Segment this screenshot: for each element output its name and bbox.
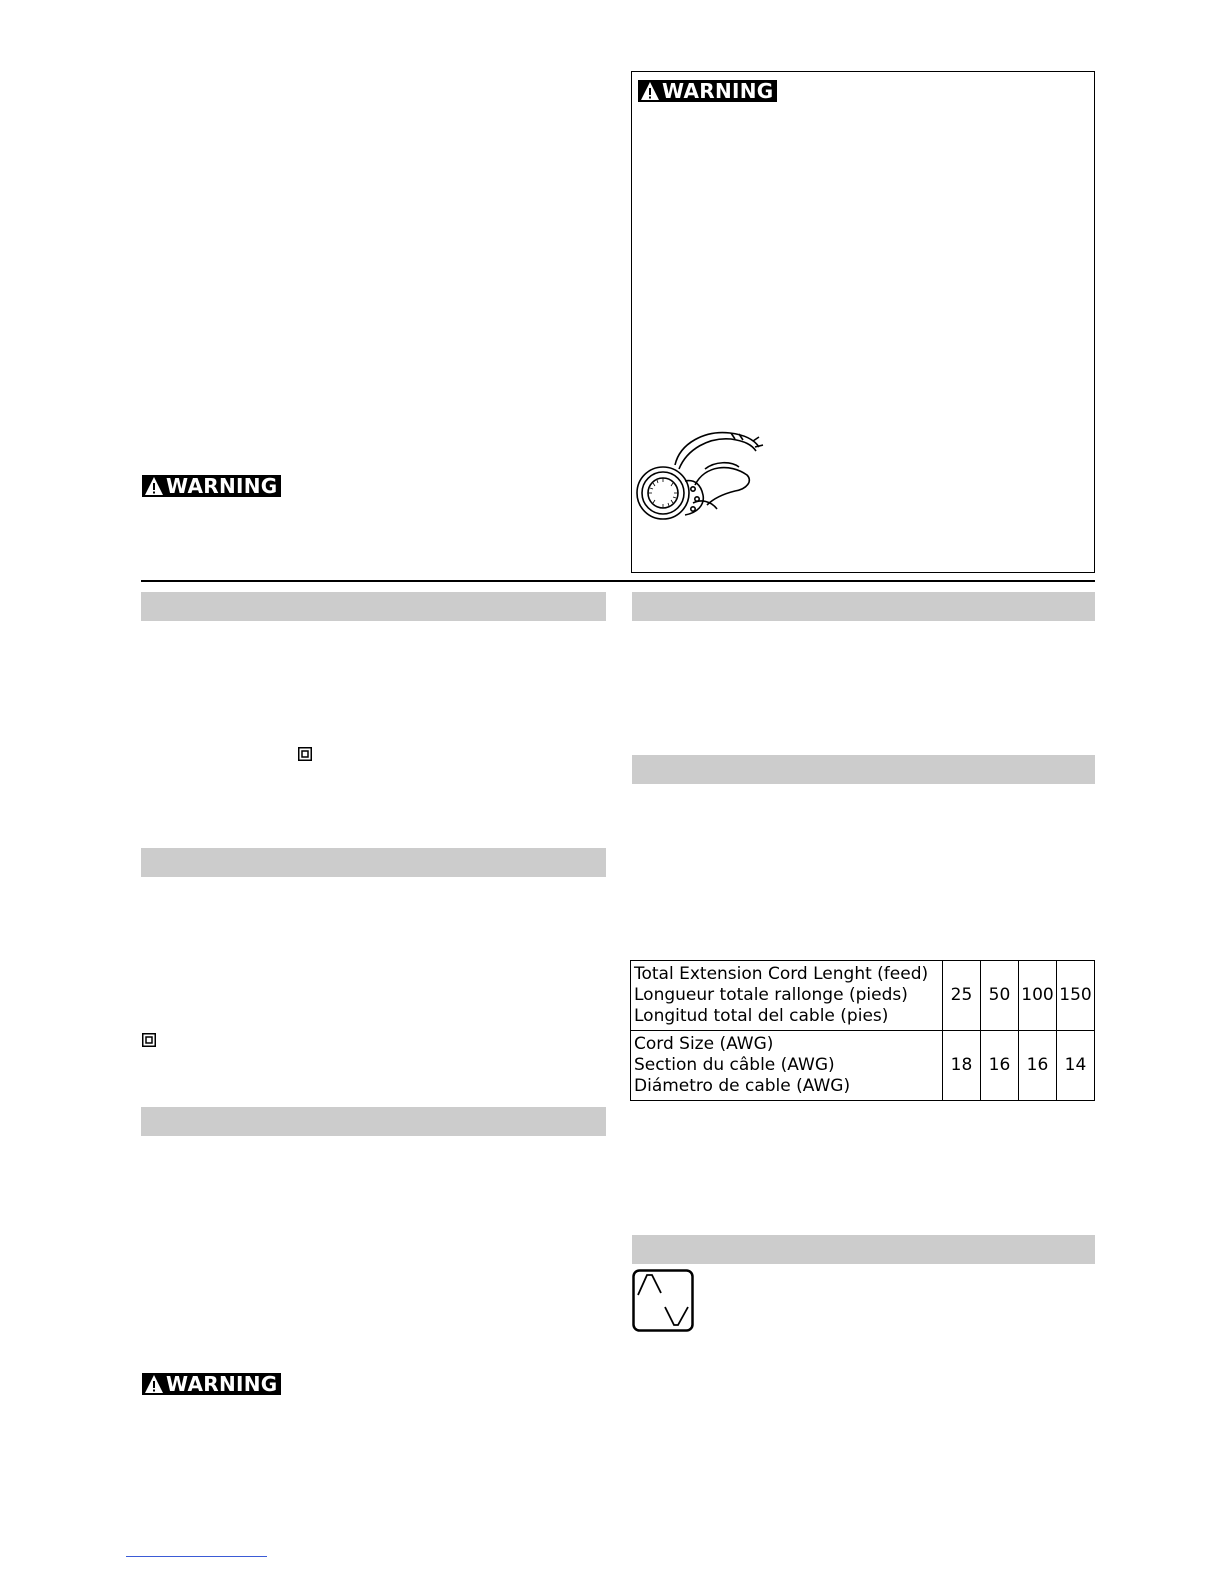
- section-header-bar: [632, 755, 1095, 784]
- table-row: [631, 1031, 1095, 1101]
- label-line: Section du câble (AWG): [634, 1055, 835, 1075]
- table-cell: 50: [981, 961, 1019, 1031]
- table-cell: 14: [1057, 1031, 1095, 1101]
- table-cell: 150: [1057, 961, 1095, 1031]
- warning-badge-text: WARNING: [166, 1372, 278, 1396]
- warning-triangle-icon: [640, 81, 660, 101]
- table-row-label: [631, 961, 943, 1031]
- section-divider: [141, 580, 1095, 582]
- section-header-bar: [141, 592, 606, 621]
- warning-badge-text: WARNING: [166, 474, 278, 498]
- respirator-mask-icon: [635, 425, 765, 525]
- label-line: Longueur totale rallonge (pieds): [634, 985, 908, 1005]
- warning-box-respirator: [631, 71, 1095, 573]
- section-header-bar: [632, 1235, 1095, 1264]
- warning-triangle-icon: [144, 1374, 164, 1394]
- extension-cord-table: [630, 960, 1095, 1101]
- table-cell: 16: [981, 1031, 1019, 1101]
- ac-current-icon: [632, 1269, 694, 1332]
- table-cell: 16: [1019, 1031, 1057, 1101]
- label-line: Diámetro de cable (AWG): [634, 1076, 851, 1096]
- warning-badge: [142, 1373, 281, 1395]
- footer-link[interactable]: [126, 1556, 267, 1557]
- label-line: Cord Size (AWG): [634, 1034, 774, 1054]
- warning-badge-text: WARNING: [662, 79, 774, 103]
- table-row-label: [631, 1031, 943, 1101]
- warning-badge: [638, 80, 777, 102]
- warning-badge: [142, 475, 281, 497]
- double-insulation-icon: [142, 1033, 156, 1047]
- table-cell: 18: [943, 1031, 981, 1101]
- table-row: [631, 961, 1095, 1031]
- section-header-bar: [632, 592, 1095, 621]
- section-header-bar: [141, 1107, 606, 1136]
- label-line: Longitud total del cable (pies): [634, 1006, 889, 1026]
- label-line: Total Extension Cord Lenght (feed): [634, 964, 929, 984]
- warning-triangle-icon: [144, 476, 164, 496]
- double-insulation-icon: [298, 747, 312, 761]
- table-cell: 25: [943, 961, 981, 1031]
- table-cell: 100: [1019, 961, 1057, 1031]
- section-header-bar: [141, 848, 606, 877]
